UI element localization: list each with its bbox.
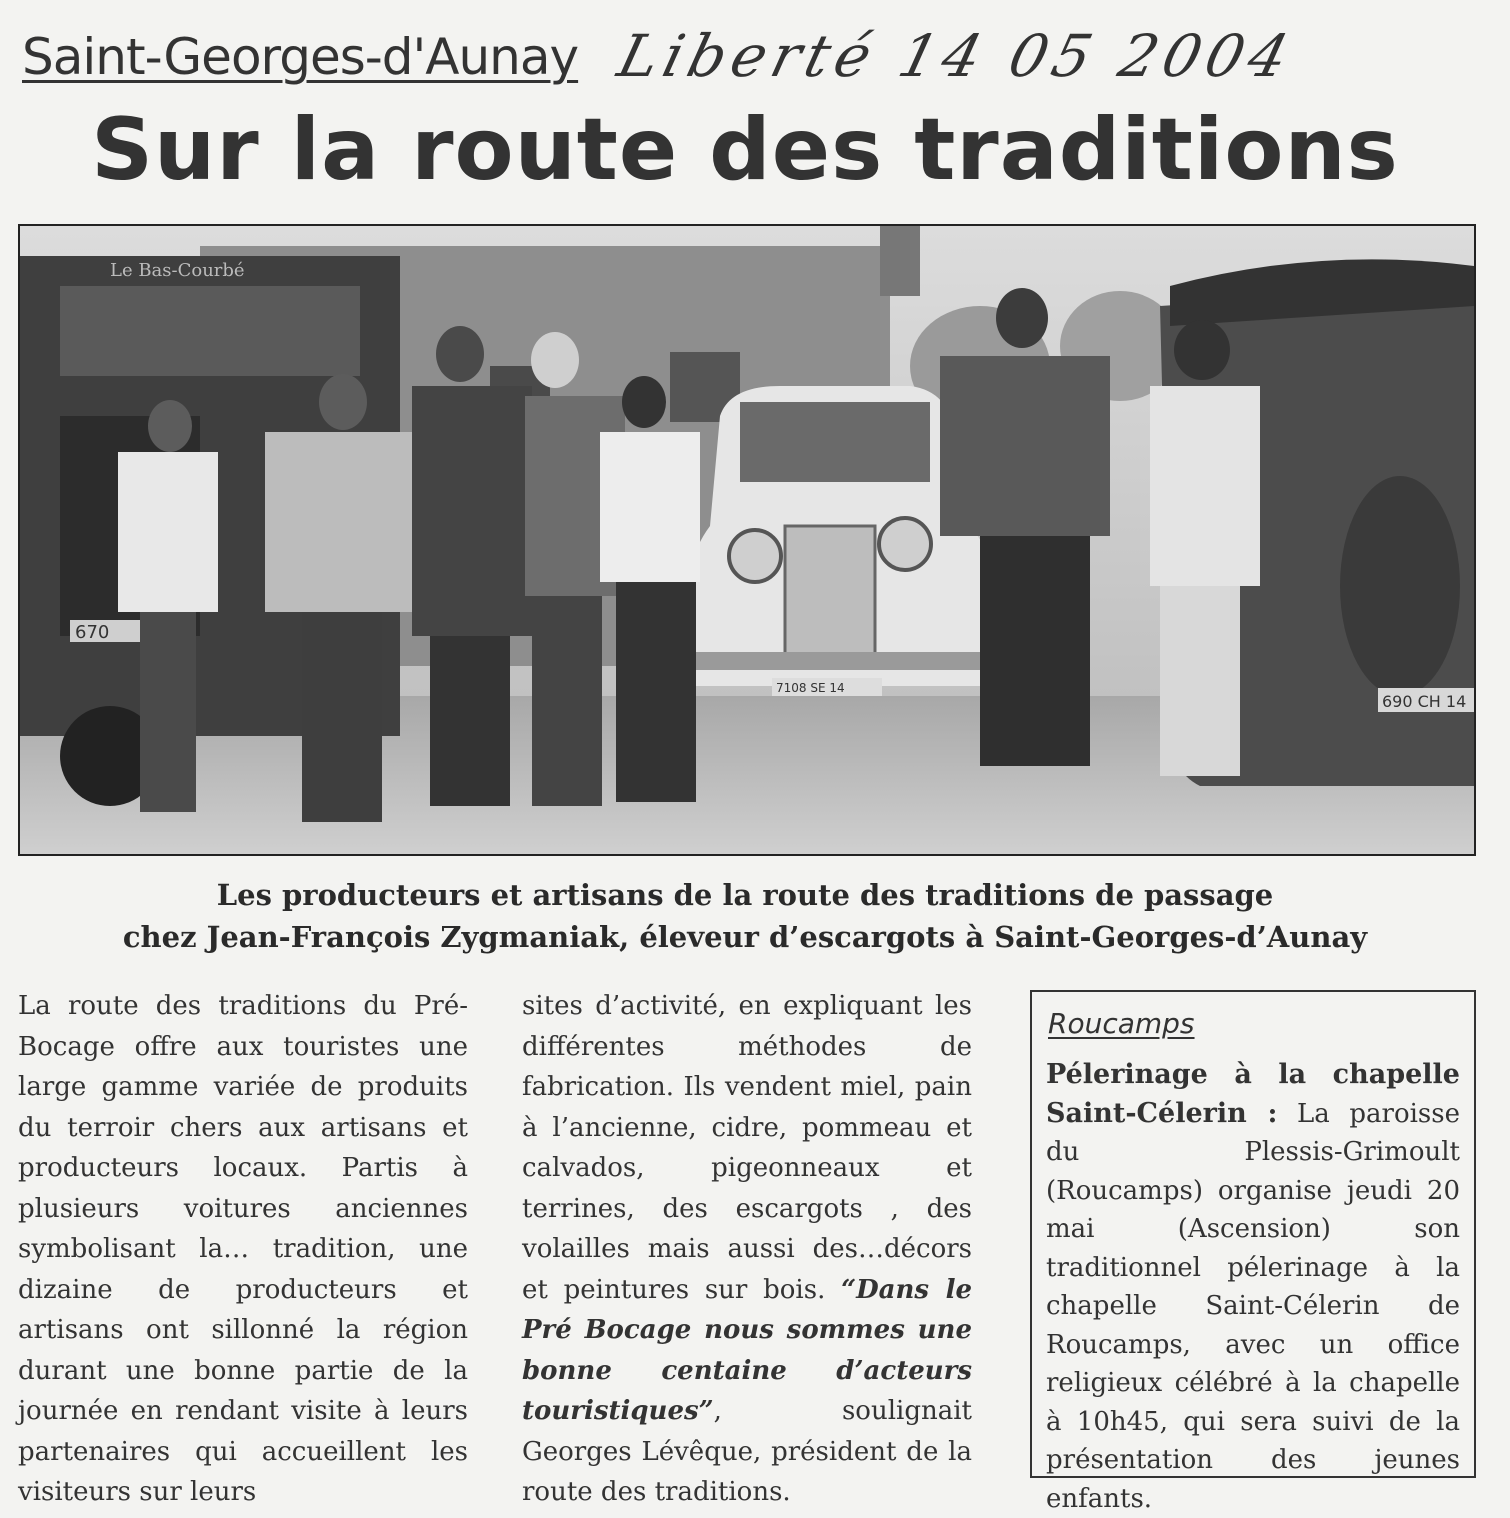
- article-text-after-quote: , soulignait Georges Lévêque, président de la route des traditions.: [522, 1396, 972, 1507]
- sidebar-body: La paroisse du Plessis-Grimoult (Roucamps) organise jeudi 20 mai (Ascension) son traditionnel pélerinage à la chapelle Saint-Célerin de Roucamps, avec un office religieux célébré à la chapelle à 10h45, qui sera suivi de la présentation des jeunes enfants.: [1046, 1098, 1460, 1514]
- sidebar-paragraph: [1046, 1056, 1460, 1518]
- article-column-2: [522, 986, 972, 1513]
- article-headline: Sur la route des traditions: [91, 100, 1399, 200]
- plate-center: 7108 SE 14: [776, 681, 845, 695]
- section-kicker: Saint-Georges-d'Aunay: [22, 28, 579, 86]
- caption-line-2: chez Jean-François Zygmaniak, éleveur d’escargots à Saint-Georges-d’Aunay: [122, 920, 1368, 954]
- caption-line-1: Les producteurs et artisans de la route des traditions de passage: [216, 878, 1274, 912]
- article-text-before-quote: sites d’activité, en expliquant les différentes méthodes de fabrication. Ils vendent miel, pain à l’ancienne, cidre, pommeau et calvados, pigeonneaux et terrines, des escargots , des volailles mais aussi des…décors et peintures sur bois.: [522, 991, 972, 1305]
- article-quote: “Dans le Pré Bocage nous sommes une bonne centaine d’acteurs touristiques”: [522, 1274, 972, 1426]
- photo-caption: [0, 874, 1490, 958]
- sidebar-kicker: Roucamps: [1048, 1007, 1195, 1040]
- plate-left: 670: [75, 622, 110, 643]
- article-paragraph-1: La route des traditions du Pré-Bocage offre aux touristes une large gamme variée de produits du terroir chers aux artisans et producteurs locaux. Partis à plusieurs voitures anciennes symbolisant la… tradition, une dizaine de producteurs et artisans ont sillonné la région durant une bonne partie de la journée en rendant visite à leurs partenaires qui accueillent les visiteurs sur leurs: [18, 991, 468, 1507]
- sidebar-box: [1030, 990, 1476, 1514]
- article-column-1: [18, 986, 468, 1513]
- handwritten-date-note: Liberté 14 05 2004: [611, 22, 1301, 90]
- truck-sign-text: Le Bas-Courbé: [110, 260, 245, 281]
- sidebar-headline: Pélerinage à la chapelle Saint-Célerin :: [1046, 1059, 1460, 1129]
- article-photo: [18, 224, 1476, 856]
- plate-right: 690 CH 14: [1382, 692, 1467, 711]
- article-paragraph-2: [522, 986, 972, 1513]
